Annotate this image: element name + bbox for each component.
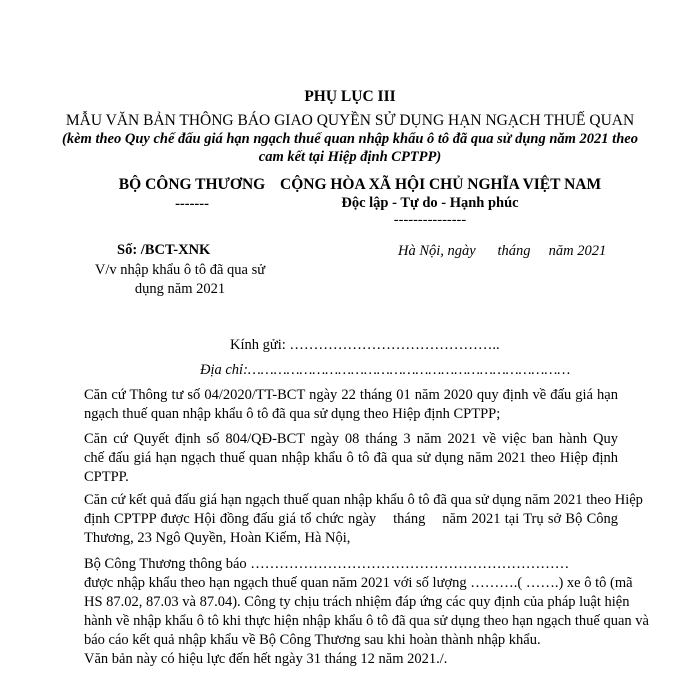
document-title: MẪU VĂN BẢN THÔNG BÁO GIAO QUYỀN SỬ DỤNG HẠN NGẠCH THUẾ QUAN (65, 112, 635, 129)
nation-heading: CỘNG HÒA XÃ HỘI CHỦ NGHĨA VIỆT NAM (280, 176, 602, 193)
agency-rule: ------- (175, 196, 209, 212)
subject-line-1: V/v nhập khẩu ô tô đã qua sử (94, 262, 266, 278)
paragraph-line: Văn bản này có hiệu lực đến hết ngày 31 tháng 12 năm 2021./. (84, 651, 448, 667)
national-motto: Độc lập - Tự do - Hạnh phúc (341, 195, 519, 211)
paragraph-line: Căn cứ kết quả đấu giá hạn ngạch thuế quan nhập khẩu ô tô đã qua sử dụng năm 2021 theo Hiệp (84, 492, 643, 508)
motto-rule: --------------- (393, 212, 467, 228)
address-line: Địa chỉ:………………………………………………………………… (200, 362, 571, 378)
paragraph-line: Thương, 23 Ngô Quyền, Hoàn Kiếm, Hà Nội, (84, 530, 351, 546)
paragraph-legal-basis-2 (84, 430, 618, 487)
addressee-line: Kính gửi: …………………………………….. (230, 337, 500, 353)
subtitle-line-2: cam kết tại Hiệp định CPTPP) (258, 149, 442, 165)
paragraph-line: hành về nhập khẩu ô tô khi thực hiện nhập khẩu ô tô đã qua sử dụng theo hạn ngạch thuế quan và (84, 613, 649, 629)
place-and-date: Hà Nội, ngày tháng năm 2021 (398, 243, 607, 259)
paragraph-line: chế đấu giá hạn ngạch thuế quan nhập khẩu ô tô đã qua sử dụng năm 2021 theo Hiệp định (84, 450, 618, 466)
paragraph-line: ngạch thuế quan nhập khẩu ô tô đã qua sử dụng theo Hiệp định CPTPP; (84, 406, 501, 422)
paragraph-line: định CPTPP được Hội đồng đấu giá tổ chức ngày tháng năm 2021 tại Trụ sở Bộ Công (84, 511, 618, 527)
subtitle-line-1: (kèm theo Quy chế đấu giá hạn ngạch thuế quan nhập khẩu ô tô đã qua sử dụng năm 2021 theo (62, 131, 638, 147)
paragraph-line: được nhập khẩu theo hạn ngạch thuế quan năm 2021 với số lượng ……….( …….) xe ô tô (mã (84, 575, 633, 591)
paragraph-line: CPTPP. (84, 469, 129, 485)
paragraph-effective-date (84, 650, 618, 669)
paragraph-notification (84, 555, 649, 650)
paragraph-legal-basis-1 (84, 386, 618, 424)
document-number: Số: /BCT-XNK (117, 242, 211, 258)
paragraph-line: HS 87.02, 87.03 và 87.04). Công ty chịu trách nhiệm đáp ứng các quy định của pháp luật hiện (84, 594, 630, 610)
paragraph-line: Căn cứ Thông tư số 04/2020/TT-BCT ngày 22 tháng 01 năm 2020 quy định về đấu giá hạn (84, 387, 618, 403)
paragraph-auction-result (84, 491, 643, 548)
agency-name: BỘ CÔNG THƯƠNG (118, 176, 266, 193)
paragraph-line: Bộ Công Thương thông báo ………………………………………………………… (84, 556, 570, 572)
paragraph-line: Căn cứ Quyết định số 804/QĐ-BCT ngày 08 tháng 3 năm 2021 về việc ban hành Quy (84, 431, 618, 447)
appendix-heading: PHỤ LỤC III (304, 88, 396, 105)
subject-line-2: dụng năm 2021 (134, 281, 226, 297)
paragraph-line: báo cáo kết quả nhập khẩu về Bộ Công Thương sau khi hoàn thành nhập khẩu. (84, 632, 541, 648)
